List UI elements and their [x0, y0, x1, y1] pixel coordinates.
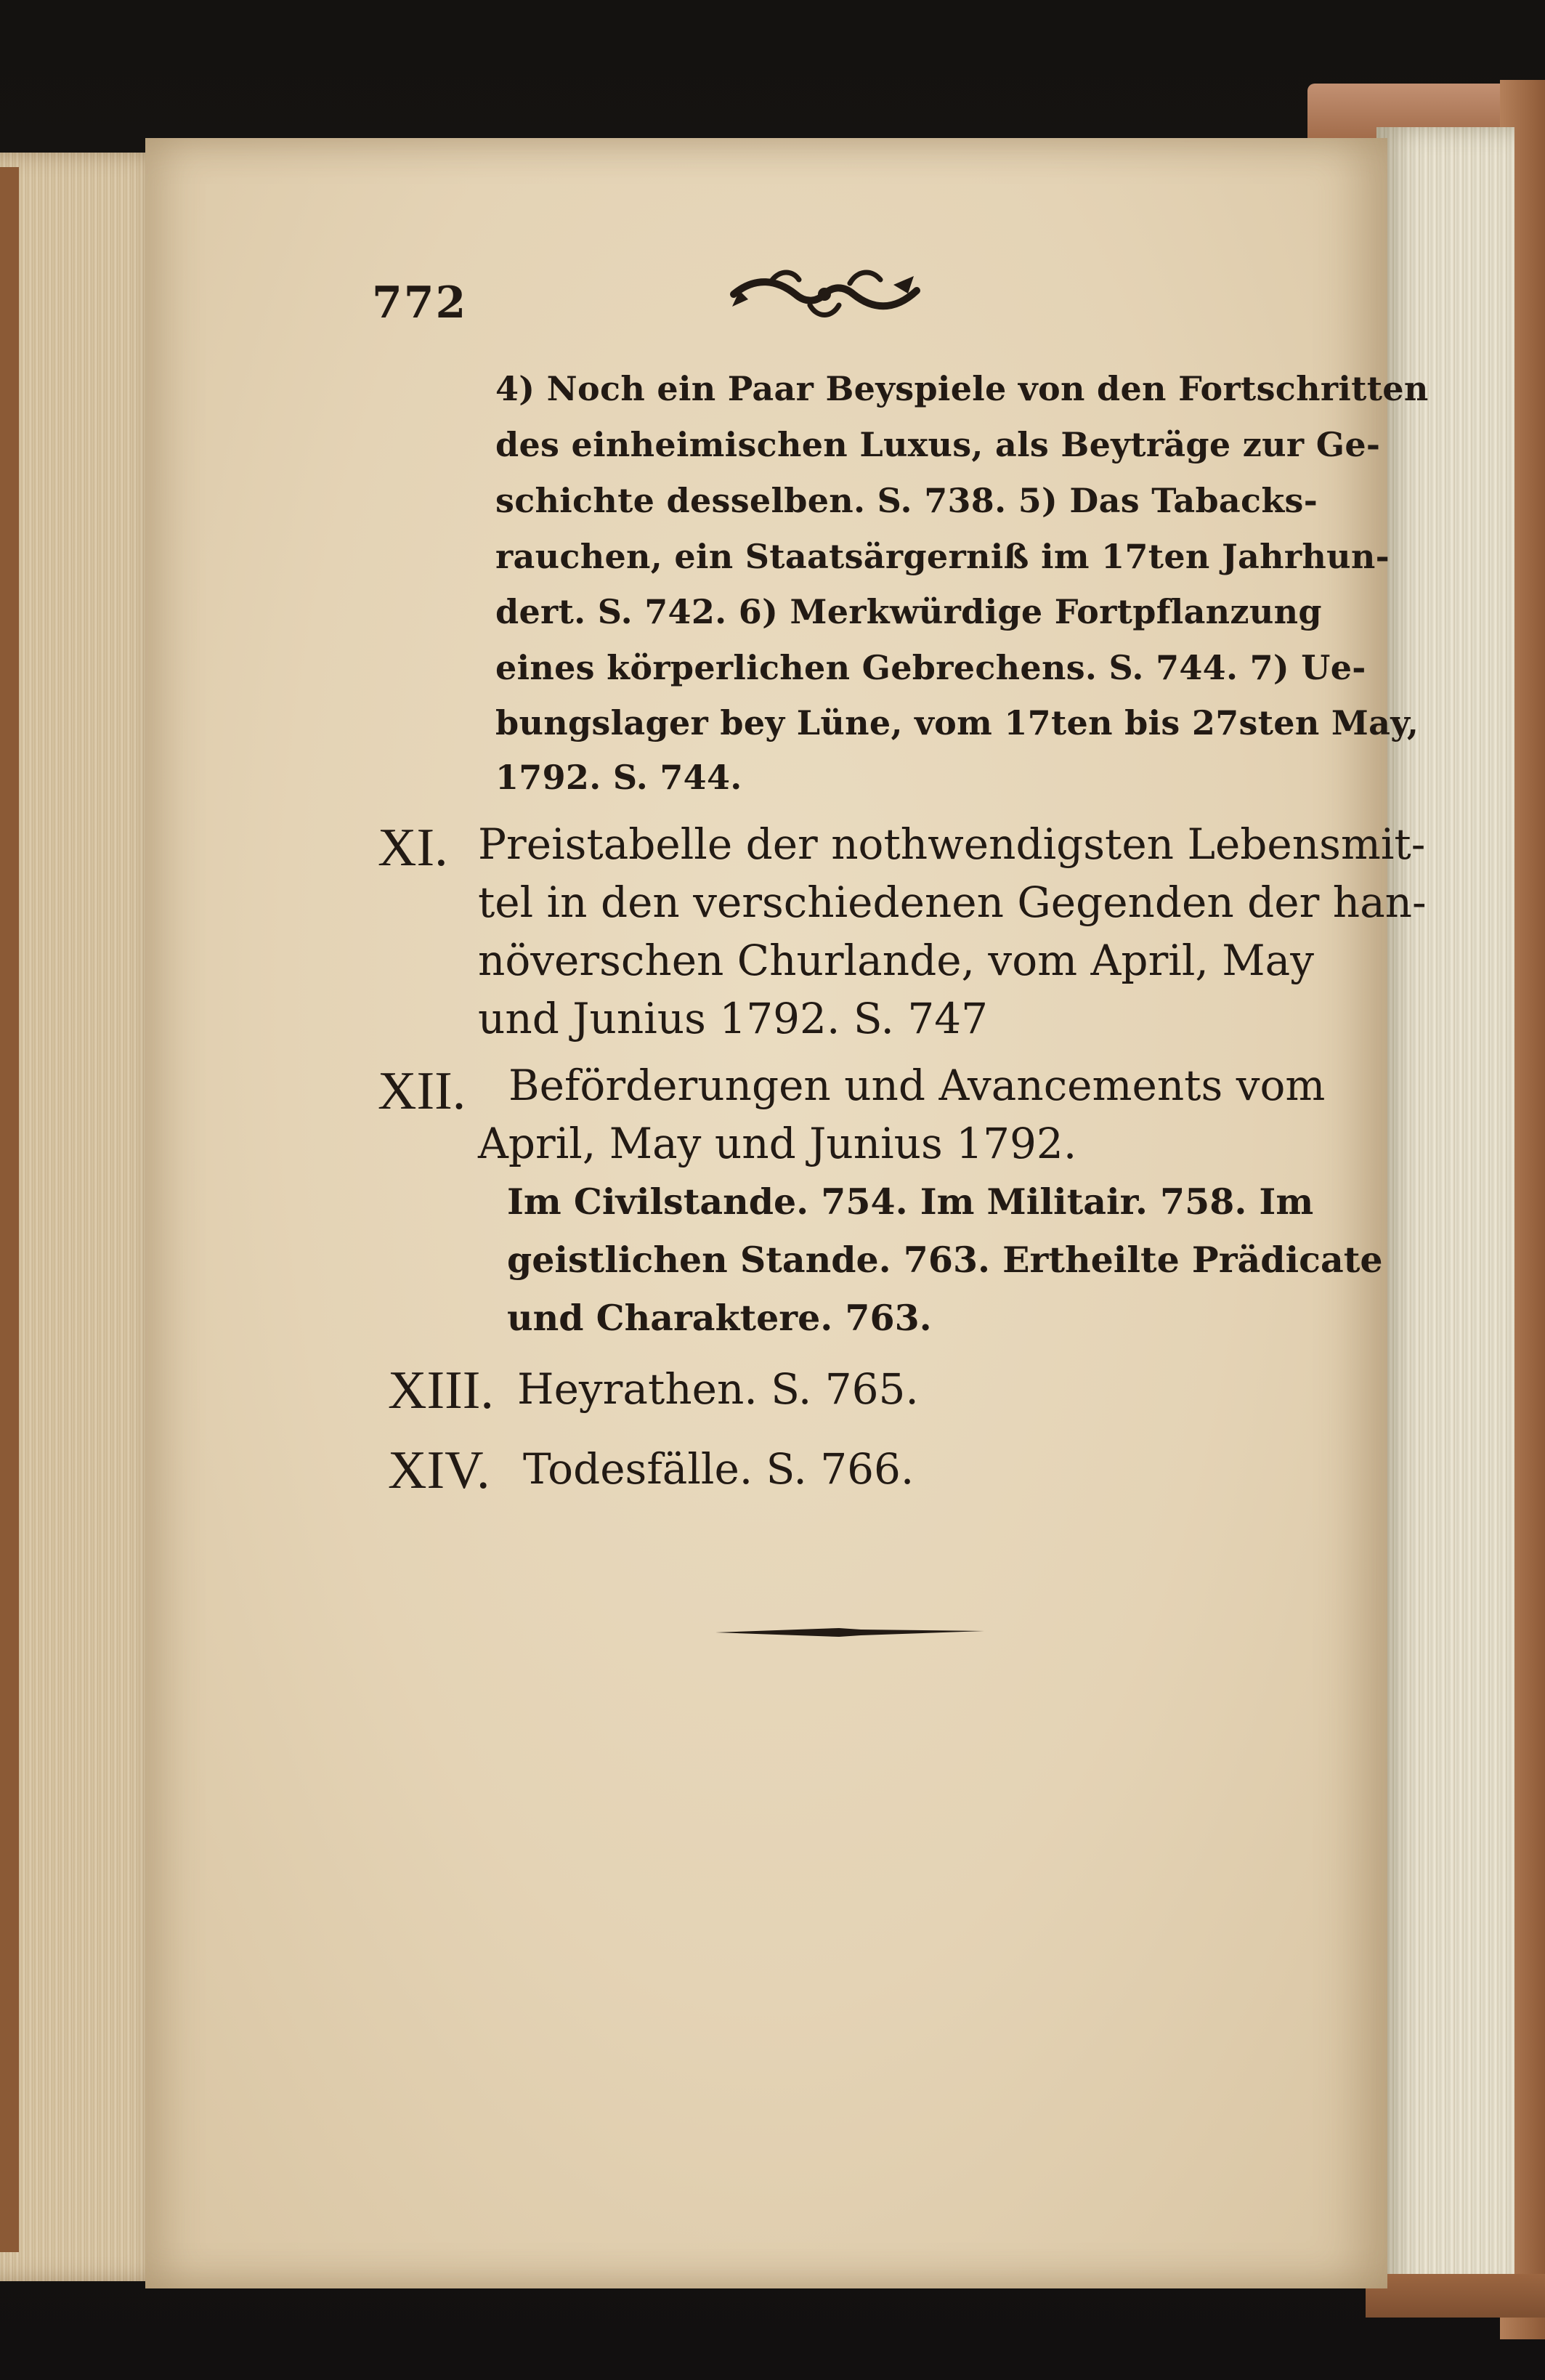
item4-line-6: eines körperlichen Gebrechens. S. 744. 7) Ue- — [495, 648, 1366, 687]
section-xii-line-2: April, May und Junius 1792. — [478, 1119, 1077, 1168]
header-ornament-icon — [726, 262, 922, 327]
section-xii-sub-line-1: Im Civilstande. 754. Im Militair. 758. Im — [507, 1181, 1314, 1223]
section-xiii-numeral: XIII. — [388, 1361, 494, 1420]
bottom-cover-edge — [1366, 2274, 1545, 2318]
left-page-edges — [0, 153, 167, 2281]
item4-line-5: dert. S. 742. 6) Merkwürdige Fortpflanzung — [495, 592, 1322, 631]
section-xii-sub-line-3: und Charaktere. 763. — [507, 1297, 932, 1339]
item4-line-1: 4) Noch ein Paar Beyspiele von den Fortschritten — [495, 369, 1429, 408]
section-xi-line-2: tel in den verschiedenen Gegenden der han- — [478, 878, 1427, 927]
closing-rule-divider — [715, 1622, 984, 1643]
item4-line-7: bungslager bey Lüne, vom 17ten bis 27sten May, — [495, 703, 1419, 742]
right-page-leaves — [1376, 127, 1514, 2299]
section-xii-sub-line-2: geistlichen Stande. 763. Ertheilte Prädicate — [507, 1239, 1383, 1281]
page-number: 772 — [372, 278, 468, 328]
item4-line-2: des einheimischen Luxus, als Beyträge zur Ge- — [495, 425, 1381, 464]
section-xiii-text: Heyrathen. S. 765. — [517, 1364, 919, 1414]
section-xii-numeral: XII. — [378, 1061, 466, 1121]
item4-line-8: 1792. S. 744. — [495, 758, 742, 797]
section-xiv-numeral: XIV. — [388, 1441, 490, 1500]
section-xiv-text: Todesfälle. S. 766. — [523, 1444, 915, 1494]
left-cover-edge — [0, 167, 19, 2252]
item4-line-4: rauchen, ein Staatsärgerniß im 17ten Jahrhun- — [495, 537, 1390, 576]
item4-line-3: schichte desselben. S. 738. 5) Das Tabacks- — [495, 481, 1318, 520]
section-xi-line-1: Preistabelle der nothwendigsten Lebensmit- — [478, 819, 1426, 869]
section-xi-numeral: XI. — [378, 818, 448, 878]
section-xii-line-1: Beförderungen und Avancements vom — [508, 1061, 1326, 1110]
section-xi-line-4: und Junius 1792. S. 747 — [478, 994, 989, 1043]
section-xi-line-3: növerschen Churlande, vom April, May — [478, 936, 1314, 985]
